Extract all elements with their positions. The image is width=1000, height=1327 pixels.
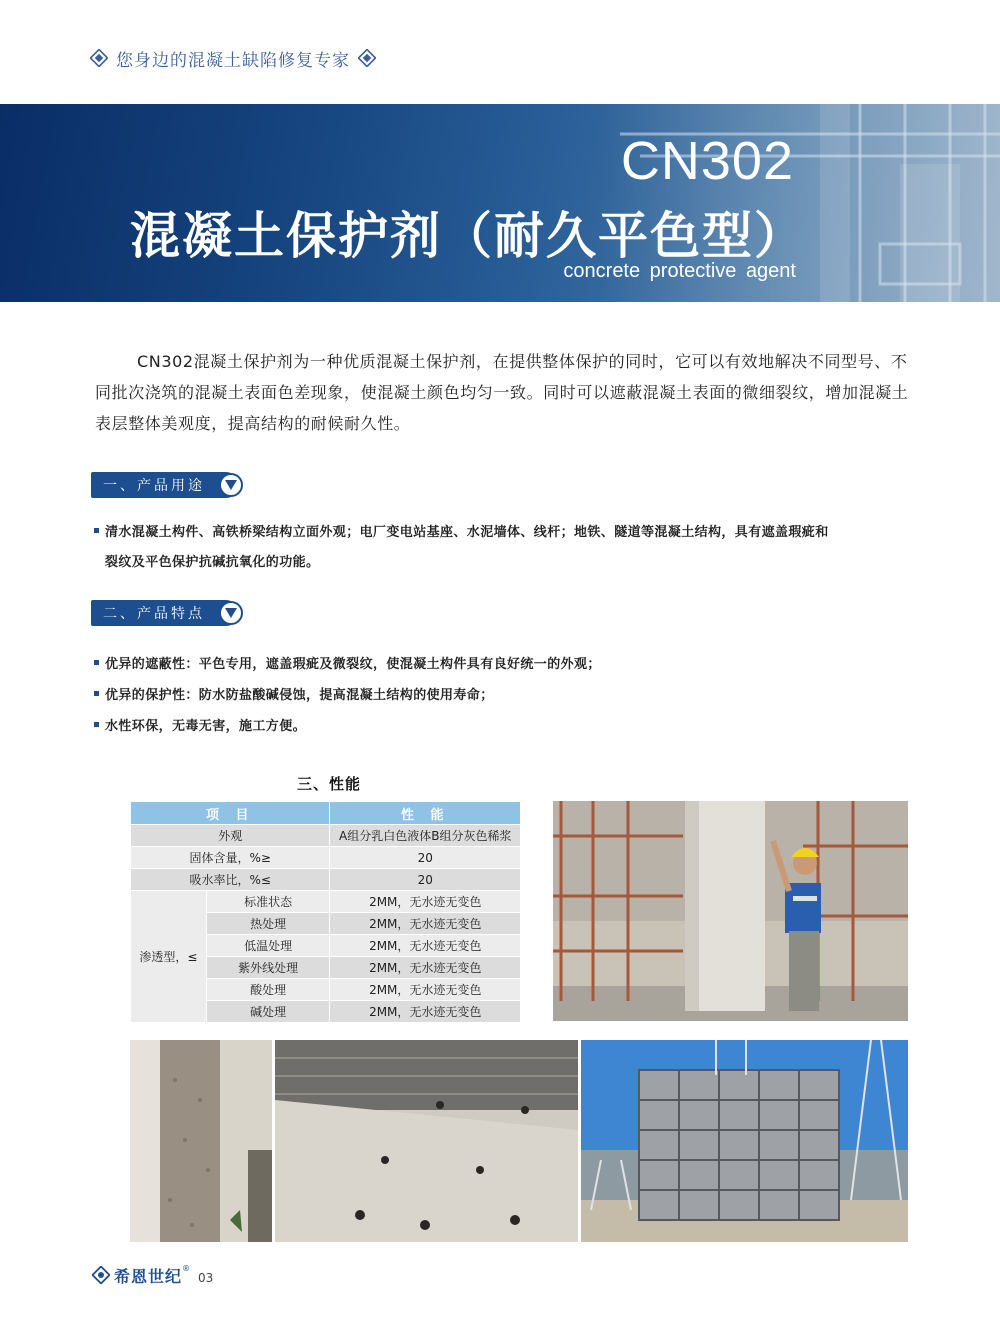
table-group-label: 渗透型，≤ [131, 891, 207, 1023]
table-row: 外观 A组分乳白色液体B组分灰色稀浆 [131, 825, 521, 847]
section-heading-label: 二、产品特点 [103, 606, 205, 622]
bullet-square-icon [94, 691, 99, 696]
photo-concrete-surface [130, 1040, 272, 1242]
section-heading-features [91, 600, 251, 626]
chevron-down-icon [219, 473, 243, 497]
photo-concrete-wall [275, 1040, 578, 1242]
chevron-down-icon [219, 601, 243, 625]
photo-substation-panel [581, 1040, 908, 1242]
product-banner [0, 104, 1000, 302]
table-row: 固体含量，%≥ 20 [131, 847, 521, 869]
bullet-square-icon [94, 660, 99, 665]
page-number: 03 [198, 1271, 214, 1285]
section-heading-performance: 三、性能 [297, 775, 362, 793]
registered-mark: ® [182, 1263, 191, 1273]
brand-logo-icon [92, 1266, 110, 1284]
section-heading-usage [91, 472, 251, 498]
table-header-performance: 性 能 [330, 802, 521, 825]
table-header-item: 项 目 [131, 802, 330, 825]
bullet-square-icon [94, 528, 99, 533]
product-title: 混凝土保护剂（耐久平色型） [130, 207, 806, 265]
performance-table [130, 801, 521, 1023]
footer [92, 1264, 213, 1286]
table-row: 渗透型，≤ 标准状态 2MM，无水迹无变色 [131, 891, 521, 913]
diamond-icon [90, 49, 108, 67]
table-row: 低温处理 2MM，无水迹无变色 [131, 935, 521, 957]
footer-brand: 希恩世纪 [114, 1266, 183, 1286]
table-row: 紫外线处理 2MM，无水迹无变色 [131, 957, 521, 979]
intro-paragraph: CN302混凝土保护剂为一种优质混凝土保护剂，在提供整体保护的同时，它可以有效地解决不同型号、不同批次浇筑的混凝土表面色差现象，使混凝土颜色均匀一致。同时可以遮蔽混凝土表面的微细裂纹，增加混凝土表层整体美观度，提高结构的耐候耐久性。 [95, 352, 909, 433]
table-header-row [131, 802, 521, 825]
section-heading-label: 一、产品用途 [103, 478, 205, 494]
table-row: 热处理 2MM，无水迹无变色 [131, 913, 521, 935]
photo-worker-applying [553, 801, 908, 1021]
table-row: 酸处理 2MM，无水迹无变色 [131, 979, 521, 1001]
product-model: CN302 [620, 131, 794, 191]
table-row: 吸水率比，%≤ 20 [131, 869, 521, 891]
tagline-text: 您身边的混凝土缺陷修复专家 [116, 50, 350, 71]
table-row: 碱处理 2MM，无水迹无变色 [131, 1001, 521, 1023]
bullet-square-icon [94, 722, 99, 727]
header-tagline [90, 46, 376, 70]
product-subtitle-en: concrete protective agent [563, 260, 796, 282]
diamond-icon [358, 49, 376, 67]
